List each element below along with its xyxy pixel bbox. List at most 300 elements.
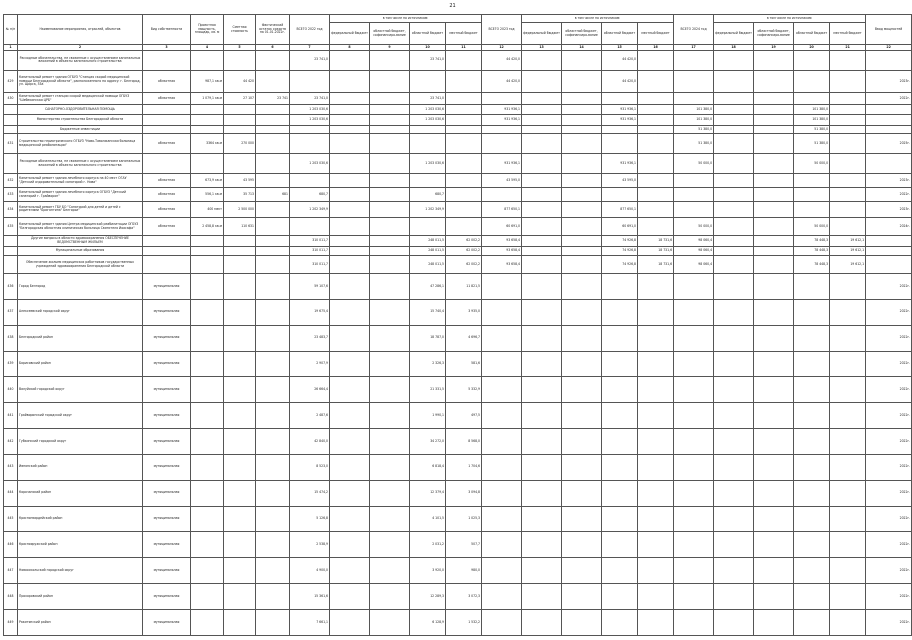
amount-cell xyxy=(794,299,830,325)
amount-cell xyxy=(224,115,256,126)
amount-cell xyxy=(224,480,256,506)
ownership-type: муниципальная xyxy=(143,377,191,403)
amount-cell xyxy=(191,246,224,255)
object-name: Капитальный ремонт здания лечебного корпуса на 40 мест ОГАУ "Детский оздоровительный санаторий г. Нива" xyxy=(18,174,143,188)
amount-cell xyxy=(256,325,290,351)
amount-cell: 60 691,0 xyxy=(602,217,638,236)
amount-cell: 8 523,0 xyxy=(290,454,330,480)
row-number: 429 xyxy=(4,70,18,92)
amount-cell xyxy=(714,558,754,584)
amount-cell xyxy=(224,532,256,558)
amount-cell xyxy=(522,115,562,126)
amount-cell xyxy=(638,70,674,92)
amount-cell xyxy=(830,134,866,154)
amount-cell xyxy=(446,174,482,188)
amount-cell xyxy=(191,377,224,403)
amount-cell xyxy=(562,480,602,506)
amount-cell xyxy=(330,236,370,247)
amount-cell xyxy=(794,50,830,70)
amount-cell xyxy=(522,299,562,325)
amount-cell xyxy=(674,377,714,403)
amount-cell xyxy=(714,134,754,154)
amount-cell xyxy=(794,377,830,403)
amount-cell: 931 936,1 xyxy=(602,104,638,115)
amount-cell xyxy=(522,236,562,247)
amount-cell: 931 936,1 xyxy=(602,115,638,126)
amount-cell: 44 420,0 xyxy=(602,70,638,92)
amount-cell xyxy=(638,506,674,532)
column-number: 20 xyxy=(794,45,830,51)
amount-cell xyxy=(522,325,562,351)
object-name: Строительство гериатрического ОГБУЗ "Ново-Таволжанская больница медицинской реабилитации" xyxy=(18,134,143,154)
amount-cell: 51 380,0 xyxy=(674,126,714,134)
table-row xyxy=(4,454,912,480)
amount-cell: 3 920,0 xyxy=(410,558,446,584)
amount-cell xyxy=(754,93,794,105)
object-name: Город Белгород xyxy=(18,273,143,299)
amount-cell: 1 202 349,9 xyxy=(410,202,446,217)
amount-cell xyxy=(638,377,674,403)
amount-cell: 556,1 кв.м xyxy=(191,188,224,202)
amount-cell xyxy=(794,188,830,202)
amount-cell xyxy=(674,202,714,217)
amount-cell: 931 936,1 xyxy=(482,104,522,115)
commissioning-year: 2022г. xyxy=(866,480,912,506)
amount-cell xyxy=(256,480,290,506)
amount-cell xyxy=(191,584,224,610)
amount-cell xyxy=(410,134,446,154)
amount-cell: 23 741,0 xyxy=(410,50,446,70)
amount-cell xyxy=(830,377,866,403)
amount-cell: 51 380,0 xyxy=(674,134,714,154)
amount-cell xyxy=(714,454,754,480)
amount-cell xyxy=(674,403,714,429)
table-row xyxy=(4,154,912,174)
table-row xyxy=(4,104,912,115)
amount-cell: 15 361,6 xyxy=(290,584,330,610)
amount-cell xyxy=(754,174,794,188)
amount-cell xyxy=(370,202,410,217)
amount-cell xyxy=(330,299,370,325)
row-number xyxy=(4,154,18,174)
ownership-type: муниципальная xyxy=(143,532,191,558)
col-header-1: № п/п xyxy=(4,15,18,45)
row-number: 449 xyxy=(4,609,18,635)
amount-cell xyxy=(830,70,866,92)
amount-cell xyxy=(638,104,674,115)
amount-cell: 2 907,9 xyxy=(290,351,330,377)
amount-cell xyxy=(638,217,674,236)
amount-cell: 50 000,0 xyxy=(794,217,830,236)
commissioning-year: 2022г. xyxy=(866,377,912,403)
amount-cell: 3364 кв.м xyxy=(191,134,224,154)
amount-cell: 680,7 xyxy=(290,188,330,202)
amount-cell xyxy=(794,506,830,532)
amount-cell xyxy=(714,104,754,115)
amount-cell xyxy=(674,480,714,506)
amount-cell xyxy=(330,134,370,154)
amount-cell xyxy=(256,558,290,584)
amount-cell xyxy=(482,325,522,351)
amount-cell xyxy=(830,115,866,126)
amount-cell xyxy=(794,480,830,506)
amount-cell xyxy=(370,126,410,134)
amount-cell xyxy=(794,273,830,299)
amount-cell xyxy=(674,558,714,584)
column-number: 2 xyxy=(18,45,143,51)
amount-cell xyxy=(224,377,256,403)
amount-cell xyxy=(256,217,290,236)
table-row xyxy=(4,202,912,217)
commissioning-year: 2023г. xyxy=(866,174,912,188)
section-title: Расходные обязательства, не связанные с осуществлением капитальных вложений в объекты капитального строительства xyxy=(18,154,143,174)
amount-cell xyxy=(330,351,370,377)
amount-cell: 2 326,3 xyxy=(410,351,446,377)
amount-cell xyxy=(754,506,794,532)
amount-cell xyxy=(522,273,562,299)
amount-cell: 507,7 xyxy=(446,532,482,558)
amount-cell xyxy=(714,403,754,429)
amount-cell xyxy=(794,454,830,480)
amount-cell: 78 448,3 xyxy=(794,256,830,274)
amount-cell xyxy=(522,351,562,377)
commissioning-year xyxy=(866,246,912,255)
amount-cell xyxy=(191,403,224,429)
col-header-16: местный бюджет xyxy=(638,23,674,45)
amount-cell: 931 936,1 xyxy=(482,115,522,126)
table-row xyxy=(4,217,912,236)
amount-cell xyxy=(562,93,602,105)
row-number: 440 xyxy=(4,377,18,403)
amount-cell xyxy=(446,70,482,92)
amount-cell: 93 658,4 xyxy=(482,256,522,274)
amount-cell xyxy=(224,325,256,351)
amount-cell xyxy=(562,50,602,70)
amount-cell xyxy=(830,126,866,134)
amount-cell xyxy=(830,429,866,455)
amount-cell xyxy=(562,532,602,558)
amount-cell xyxy=(330,403,370,429)
amount-cell: 42 840,0 xyxy=(290,429,330,455)
column-number: 1 xyxy=(4,45,18,51)
commissioning-year xyxy=(866,126,912,134)
amount-cell xyxy=(714,217,754,236)
row-number xyxy=(4,126,18,134)
amount-cell xyxy=(256,506,290,532)
amount-cell xyxy=(602,454,638,480)
object-name: Борисовский район xyxy=(18,351,143,377)
amount-cell: 50 000,0 xyxy=(674,217,714,236)
amount-cell xyxy=(562,403,602,429)
commissioning-year xyxy=(866,115,912,126)
amount-cell xyxy=(522,429,562,455)
amount-cell xyxy=(256,273,290,299)
amount-cell xyxy=(482,480,522,506)
amount-cell xyxy=(330,202,370,217)
amount-cell: 497,5 xyxy=(446,403,482,429)
amount-cell xyxy=(754,134,794,154)
amount-cell xyxy=(482,351,522,377)
commissioning-year: 2022г. xyxy=(866,454,912,480)
ownership-type: областная xyxy=(143,70,191,92)
amount-cell xyxy=(754,351,794,377)
amount-cell: 2 031,2 xyxy=(410,532,446,558)
amount-cell: 23 741 xyxy=(256,93,290,105)
amount-cell: 1 203 030,6 xyxy=(410,154,446,174)
col-header-4: Проектная мощность, площадь, кв. м xyxy=(191,15,224,45)
amount-cell xyxy=(191,299,224,325)
amount-cell: 62 002,2 xyxy=(446,236,482,247)
table-row xyxy=(4,609,912,635)
amount-cell xyxy=(446,93,482,105)
amount-cell xyxy=(446,154,482,174)
commissioning-year: 2022г. xyxy=(866,558,912,584)
amount-cell: 4 696,7 xyxy=(446,325,482,351)
amount-cell xyxy=(638,115,674,126)
ownership-type: областная xyxy=(143,174,191,188)
amount-cell: 248 011,5 xyxy=(410,236,446,247)
amount-cell xyxy=(562,351,602,377)
amount-cell xyxy=(482,454,522,480)
ownership-type xyxy=(143,236,191,247)
amount-cell: 18 787,0 xyxy=(410,325,446,351)
column-number: 16 xyxy=(638,45,674,51)
amount-cell: 35 713 xyxy=(224,188,256,202)
amount-cell xyxy=(191,609,224,635)
amount-cell xyxy=(370,217,410,236)
amount-cell xyxy=(256,154,290,174)
amount-cell xyxy=(522,454,562,480)
amount-cell xyxy=(602,429,638,455)
table-row xyxy=(4,325,912,351)
ownership-type: муниципальная xyxy=(143,506,191,532)
row-number xyxy=(4,115,18,126)
amount-cell xyxy=(562,126,602,134)
amount-cell xyxy=(191,454,224,480)
amount-cell xyxy=(674,299,714,325)
amount-cell xyxy=(330,584,370,610)
amount-cell xyxy=(330,454,370,480)
amount-cell xyxy=(830,532,866,558)
table-row xyxy=(4,134,912,154)
amount-cell xyxy=(482,403,522,429)
amount-cell: 19 612,1 xyxy=(830,246,866,255)
column-number: 17 xyxy=(674,45,714,51)
table-row xyxy=(4,256,912,274)
row-number: 447 xyxy=(4,558,18,584)
amount-cell: 60 691,0 xyxy=(482,217,522,236)
amount-cell xyxy=(602,377,638,403)
col-header-19: областной бюджет, софинансиро-вание xyxy=(754,23,794,45)
row-number: 442 xyxy=(4,429,18,455)
amount-cell xyxy=(191,104,224,115)
amount-cell xyxy=(446,50,482,70)
ownership-type: муниципальная xyxy=(143,454,191,480)
amount-cell xyxy=(330,93,370,105)
amount-cell xyxy=(794,202,830,217)
object-name: Корочанский район xyxy=(18,480,143,506)
amount-cell xyxy=(330,377,370,403)
amount-cell xyxy=(754,609,794,635)
amount-cell xyxy=(370,50,410,70)
amount-cell xyxy=(191,325,224,351)
amount-cell xyxy=(830,273,866,299)
row-number xyxy=(4,236,18,247)
amount-cell xyxy=(256,246,290,255)
amount-cell xyxy=(830,299,866,325)
amount-cell xyxy=(522,558,562,584)
amount-cell xyxy=(638,403,674,429)
table-row xyxy=(4,246,912,255)
row-number: 444 xyxy=(4,480,18,506)
amount-cell xyxy=(370,325,410,351)
amount-cell xyxy=(446,134,482,154)
amount-cell xyxy=(754,104,794,115)
amount-cell xyxy=(370,246,410,255)
amount-cell xyxy=(562,134,602,154)
amount-cell xyxy=(290,174,330,188)
amount-cell xyxy=(191,256,224,274)
amount-cell: 6 128,9 xyxy=(410,609,446,635)
amount-cell xyxy=(830,584,866,610)
amount-cell xyxy=(674,351,714,377)
amount-cell xyxy=(482,429,522,455)
column-number: 12 xyxy=(482,45,522,51)
amount-cell: 51 380,0 xyxy=(794,126,830,134)
amount-cell xyxy=(638,480,674,506)
ownership-type: муниципальная xyxy=(143,351,191,377)
col-header-20: областной бюджет xyxy=(794,23,830,45)
amount-cell xyxy=(370,403,410,429)
amount-cell xyxy=(330,217,370,236)
section-title: Муниципальные образования xyxy=(18,246,143,255)
commissioning-year: 2022г. xyxy=(866,93,912,105)
amount-cell xyxy=(256,236,290,247)
amount-cell xyxy=(191,273,224,299)
table-row xyxy=(4,188,912,202)
amount-cell xyxy=(602,403,638,429)
amount-cell xyxy=(256,403,290,429)
ownership-type: муниципальная xyxy=(143,609,191,635)
amount-cell xyxy=(224,584,256,610)
row-number: 448 xyxy=(4,584,18,610)
amount-cell xyxy=(602,325,638,351)
amount-cell xyxy=(256,256,290,274)
amount-cell: 78 448,3 xyxy=(794,236,830,247)
column-number: 14 xyxy=(562,45,602,51)
amount-cell xyxy=(602,134,638,154)
amount-cell xyxy=(714,236,754,247)
amount-cell xyxy=(330,429,370,455)
amount-cell xyxy=(794,174,830,188)
amount-cell xyxy=(410,126,446,134)
amount-cell xyxy=(522,50,562,70)
col-header-13: федеральный бюджет xyxy=(522,23,562,45)
amount-cell xyxy=(830,480,866,506)
amount-cell xyxy=(446,115,482,126)
col-header-5: Сметная стоимость xyxy=(224,15,256,45)
amount-cell xyxy=(830,325,866,351)
amount-cell: 3 094,8 xyxy=(446,480,482,506)
amount-cell: 18 731,6 xyxy=(638,256,674,274)
amount-cell xyxy=(794,325,830,351)
amount-cell: 3 935,0 xyxy=(446,299,482,325)
object-name: Капитальный ремонт здания Центра медицинской реабилитации ОГБУЗ "Белгородская областная клиническая больница Святителя Иоасафа" xyxy=(18,217,143,236)
amount-cell xyxy=(714,202,754,217)
table-row xyxy=(4,429,912,455)
table-row xyxy=(4,558,912,584)
amount-cell xyxy=(370,351,410,377)
amount-cell xyxy=(256,202,290,217)
amount-cell xyxy=(754,454,794,480)
amount-cell xyxy=(330,115,370,126)
amount-cell: 18 731,6 xyxy=(638,246,674,255)
amount-cell xyxy=(754,202,794,217)
ownership-type xyxy=(143,246,191,255)
amount-cell xyxy=(638,273,674,299)
amount-cell xyxy=(330,126,370,134)
amount-cell xyxy=(224,558,256,584)
amount-cell xyxy=(290,126,330,134)
amount-cell xyxy=(522,532,562,558)
col-header-18: федеральный бюджет xyxy=(714,23,754,45)
row-number xyxy=(4,256,18,274)
amount-cell: 12 379,4 xyxy=(410,480,446,506)
amount-cell xyxy=(638,454,674,480)
amount-cell xyxy=(370,377,410,403)
amount-cell xyxy=(256,174,290,188)
amount-cell: 44 420 xyxy=(224,70,256,92)
amount-cell xyxy=(482,532,522,558)
amount-cell: 2 538,9 xyxy=(290,532,330,558)
row-number xyxy=(4,104,18,115)
amount-cell: 681 xyxy=(256,188,290,202)
amount-cell: 877 650,1 xyxy=(602,202,638,217)
amount-cell xyxy=(256,584,290,610)
amount-cell xyxy=(754,115,794,126)
amount-cell: 59 107,6 xyxy=(290,273,330,299)
amount-cell xyxy=(830,217,866,236)
object-name: Ивнянский район xyxy=(18,454,143,480)
column-number: 4 xyxy=(191,45,224,51)
amount-cell xyxy=(638,50,674,70)
amount-cell xyxy=(830,93,866,105)
column-number: 15 xyxy=(602,45,638,51)
amount-cell xyxy=(830,154,866,174)
col-header-22: Ввод мощностей xyxy=(866,15,912,45)
amount-cell xyxy=(482,377,522,403)
amount-cell: 27 107 xyxy=(224,93,256,105)
amount-cell: 15 474,2 xyxy=(290,480,330,506)
commissioning-year xyxy=(866,256,912,274)
ownership-type xyxy=(143,115,191,126)
amount-cell xyxy=(602,126,638,134)
amount-cell xyxy=(714,506,754,532)
amount-cell xyxy=(830,506,866,532)
amount-cell xyxy=(224,454,256,480)
amount-cell xyxy=(446,126,482,134)
amount-cell xyxy=(224,351,256,377)
amount-cell xyxy=(191,506,224,532)
amount-cell xyxy=(191,50,224,70)
amount-cell: 19 612,1 xyxy=(830,256,866,274)
col-header-2: Наименование мероприятия, отраслей, объектов xyxy=(18,15,143,45)
amount-cell: 19 612,1 xyxy=(830,236,866,247)
amount-cell xyxy=(714,115,754,126)
commissioning-year: 2022г. xyxy=(866,403,912,429)
column-number: 21 xyxy=(830,45,866,51)
row-number: 445 xyxy=(4,506,18,532)
